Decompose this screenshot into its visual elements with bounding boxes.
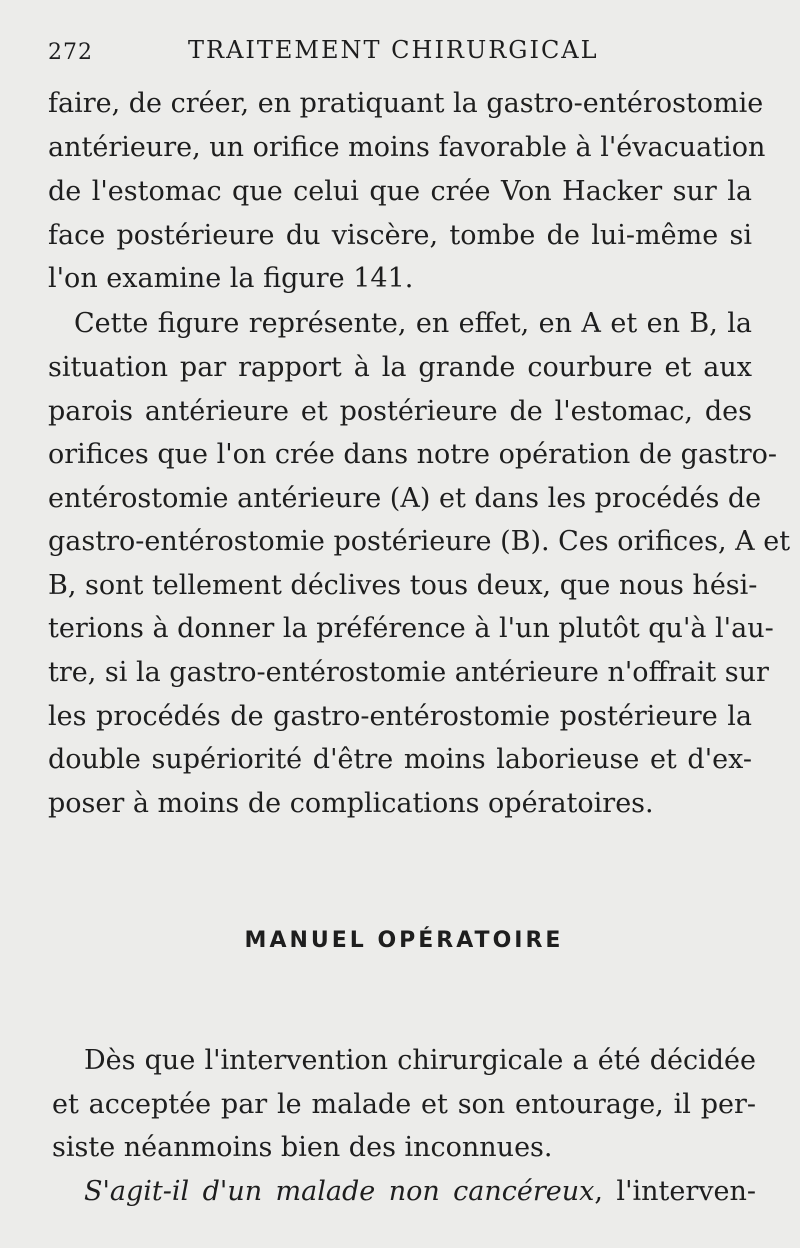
text-line: antérieure, un orifice moins favorable à l'évacuation <box>48 132 766 163</box>
text-line: situation par rapport à la grande courbure et aux <box>48 352 752 383</box>
text-line <box>84 1172 756 1212</box>
text-line: faire, de créer, en pratiquant la gastro-entérostomie <box>48 88 764 119</box>
text-fragment: , l'interven- <box>594 1176 756 1207</box>
text-line: les procédés de gastro-entérostomie postérieure la <box>48 701 752 732</box>
text-line: de l'estomac que celui que crée Von Hacker sur la <box>48 176 752 207</box>
running-title: TRAITEMENT CHIRURGICAL <box>188 36 599 64</box>
text-line: et acceptée par le malade et son entourage, il per- <box>52 1089 756 1120</box>
text-line: terions à donner la préférence à l'un plutôt qu'à l'au- <box>48 613 774 644</box>
text-line: l'on examine la figure 141. <box>48 263 414 294</box>
text-line: gastro-entérostomie postérieure (B). Ces orifices, A et <box>48 526 791 557</box>
text-line: tre, si la gastro-entérostomie antérieure n'offrait sur <box>48 657 769 688</box>
text-line: poser à moins de complications opératoires. <box>48 788 654 819</box>
text-line: entérostomie antérieure (A) et dans les procédés de <box>48 483 762 514</box>
text-line: orifices que l'on crée dans notre opération de gastro- <box>48 439 778 470</box>
text-line: siste néanmoins bien des inconnues. <box>52 1132 553 1163</box>
text-line: Cette figure représente, en effet, en A et en B, la <box>74 308 752 339</box>
text-line: Dès que l'intervention chirurgicale a été décidée <box>84 1045 756 1076</box>
text-line: parois antérieure et postérieure de l'estomac, des <box>48 396 752 427</box>
text-line: face postérieure du viscère, tombe de lui-même si <box>48 220 752 251</box>
section-heading: MANUEL OPÉRATOIRE <box>244 928 564 953</box>
italic-phrase: S'agit-il d'un malade non cancéreux <box>84 1176 595 1207</box>
page-number: 272 <box>48 40 93 65</box>
page-header <box>48 36 608 70</box>
text-line: B, sont tellement déclives tous deux, que nous hési- <box>48 570 758 601</box>
text-line: double supériorité d'être moins laborieuse et d'ex- <box>48 744 752 775</box>
